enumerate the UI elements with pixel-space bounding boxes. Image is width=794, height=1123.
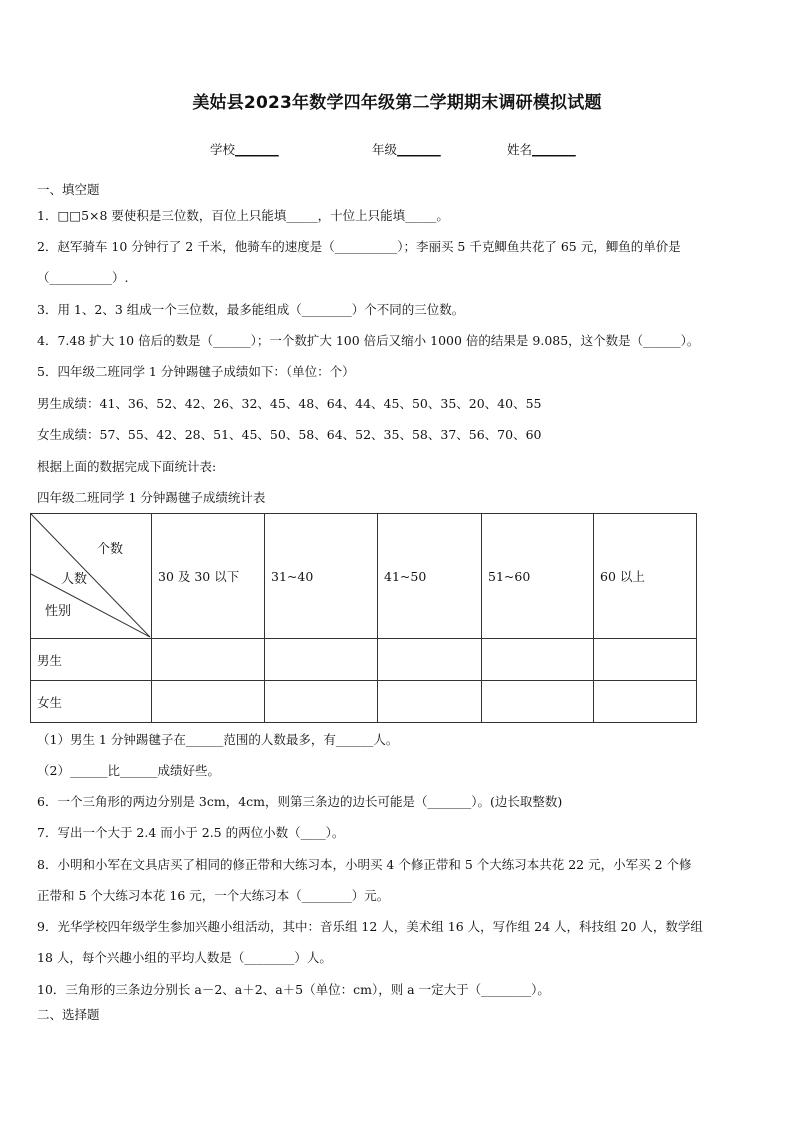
section-fill-blank-heading: 一、填空题 xyxy=(37,182,100,197)
table-cell xyxy=(594,639,697,681)
boys-scores: 男生成绩：41、36、52、42、26、32、45、48、64、44、45、50、35、20、40、55 xyxy=(37,396,542,411)
table-row-boys xyxy=(31,639,697,681)
question-8-line-1: 8．小明和小军在文具店买了相同的修正带和大练习本，小明买 4 个修正带和 5 个大练习本共花 22 元，小军买 2 个修 xyxy=(37,857,692,872)
name-field xyxy=(507,140,576,158)
table-header-cell: 41~50 xyxy=(378,514,482,639)
question-8-line-2: 正带和 5 个大练习本花 16 元，一个大练习本（________）元。 xyxy=(37,888,390,903)
grade-blank: _______ xyxy=(397,142,441,157)
question-2-line-2: （__________）. xyxy=(37,270,129,285)
table-header-cell: 31~40 xyxy=(265,514,378,639)
grade-field xyxy=(372,140,441,158)
school-field xyxy=(210,140,279,158)
table-header-cell: 51~60 xyxy=(482,514,594,639)
school-blank: _______ xyxy=(235,142,279,157)
name-label: 姓名 xyxy=(507,142,533,157)
row-label-boys: 男生 xyxy=(31,639,152,681)
question-9-line-1: 9．光华学校四年级学生参加兴趣小组活动，其中：音乐组 12 人，美术组 16 人，写作组 24 人，科技组 20 人，数学组 xyxy=(37,919,703,934)
school-label: 学校 xyxy=(210,142,236,157)
diagonal-header-cell xyxy=(31,514,152,639)
table-cell xyxy=(594,681,697,723)
table-cell xyxy=(378,639,482,681)
diag-label-people: 人数 xyxy=(61,572,88,587)
table-instruction: 根据上面的数据完成下面统计表: xyxy=(37,459,217,474)
question-10: 10．三角形的三条边分别长 a－2、a＋2、a＋5（单位：cm），则 a 一定大于（________）。 xyxy=(37,982,550,997)
grade-label: 年级 xyxy=(372,142,398,157)
table-cell xyxy=(378,681,482,723)
table-cell xyxy=(152,681,265,723)
question-4: 4．7.48 扩大 10 倍后的数是（______）；一个数扩大 100 倍后又缩小 1000 倍的结果是 9.085，这个数是（______）。 xyxy=(37,333,700,348)
name-blank: _______ xyxy=(532,142,576,157)
table-cell xyxy=(152,639,265,681)
page-title: 美姑县2023年数学四年级第二学期期末调研模拟试题 xyxy=(192,93,602,113)
diag-label-count: 个数 xyxy=(97,542,124,557)
table-title: 四年级二班同学 1 分钟踢毽子成绩统计表 xyxy=(37,490,266,505)
table-header-row xyxy=(31,514,697,639)
question-3: 3．用 1、2、3 组成一个三位数，最多能组成（________）个不同的三位数。 xyxy=(37,302,465,317)
question-9-line-2: 18 人，每个兴趣小组的平均人数是（________）人。 xyxy=(37,950,332,965)
question-5-part-2: （2）______比______成绩好些。 xyxy=(37,763,220,778)
row-label-girls: 女生 xyxy=(31,681,152,723)
table-cell xyxy=(265,681,378,723)
question-7: 7．写出一个大于 2.4 而小于 2.5 的两位小数（____）。 xyxy=(37,825,345,840)
stats-table xyxy=(30,513,697,723)
question-1: 1．□□5×8 要使积是三位数，百位上只能填_____，十位上只能填_____。 xyxy=(37,208,449,223)
table-cell xyxy=(482,639,594,681)
diag-label-gender: 性别 xyxy=(45,604,72,619)
question-5-part-1: （1）男生 1 分钟踢毽子在______范围的人数最多，有______人。 xyxy=(37,732,399,747)
question-6: 6．一个三角形的两边分别是 3cm，4cm，则第三条边的边长可能是（_______）。(边长取整数) xyxy=(37,794,563,809)
diagonal-lines xyxy=(31,514,152,639)
table-cell xyxy=(265,639,378,681)
table-header-cell: 60 以上 xyxy=(594,514,697,639)
question-2-line-1: 2．赵军骑车 10 分钟行了 2 千米，他骑车的速度是（__________）；李丽买 5 千克鲫鱼共花了 65 元，鲫鱼的单价是 xyxy=(37,239,681,254)
question-5: 5．四年级二班同学 1 分钟踢毽子成绩如下：（单位：个） xyxy=(37,364,355,379)
table-row-girls xyxy=(31,681,697,723)
table-header-cell: 30 及 30 以下 xyxy=(152,514,265,639)
table-cell xyxy=(482,681,594,723)
girls-scores: 女生成绩：57、55、42、28、51、45、50、58、64、52、35、58、37、56、70、60 xyxy=(37,427,542,442)
section-multiple-choice-heading: 二、选择题 xyxy=(37,1007,100,1022)
